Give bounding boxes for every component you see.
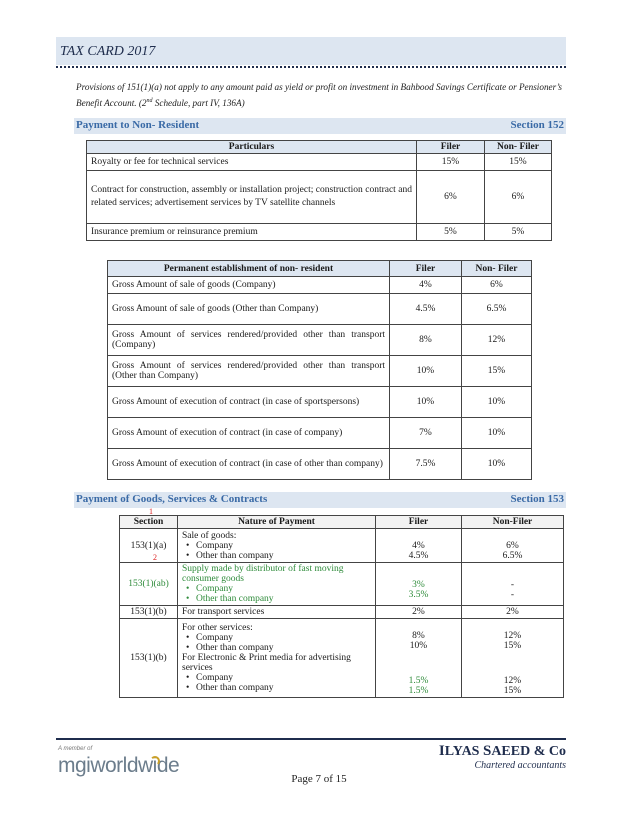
mgi-logo: mgiworldwide bbox=[58, 754, 180, 777]
section-153-number: Section 153 bbox=[510, 493, 564, 505]
non-resident-table bbox=[86, 140, 552, 241]
cell: Contract for construction, assembly or installation project; construction contract and related services; advertisement services by TV satellite channels bbox=[87, 171, 417, 224]
cell: Insurance premium or reinsurance premium bbox=[87, 224, 417, 241]
nonfiler-cell: 2% bbox=[462, 606, 564, 619]
cell: 6% bbox=[462, 277, 532, 294]
table-row bbox=[120, 563, 564, 606]
rate-value: 1.5% bbox=[408, 686, 429, 696]
firm-name: ILYAS SAEED & Co bbox=[438, 743, 566, 759]
firm-subtitle: Chartered accountants bbox=[474, 760, 566, 771]
nature-title: For other services: bbox=[182, 623, 253, 633]
section-153-title: Payment of Goods, Services & Contracts bbox=[76, 493, 268, 505]
nature-cell bbox=[178, 529, 376, 563]
provisions-note: Provisions of 151(1)(a) not apply to any amount paid as yield or profit on investment in Bahbood Savings Certificate or Pensioner’s Benefit Account. (2nd Schedule, part IV, 136A) bbox=[76, 82, 562, 109]
column-header: Non-Filer bbox=[462, 516, 564, 529]
nonfiler-cell bbox=[462, 529, 564, 563]
cell: Gross Amount of execution of contract (in case of other than company) bbox=[108, 449, 390, 480]
page-number: Page 7 of 15 bbox=[291, 773, 347, 785]
rate-value: 15% bbox=[503, 686, 522, 696]
nature-cell: For transport services bbox=[178, 606, 376, 619]
filer-cell bbox=[376, 619, 462, 698]
filer-cell bbox=[376, 529, 462, 563]
cell: Royalty or fee for technical services bbox=[87, 154, 417, 171]
rate-value: 12% bbox=[503, 631, 522, 641]
table-row bbox=[120, 619, 564, 698]
section-152-number: Section 152 bbox=[510, 119, 564, 131]
cell: 4.5% bbox=[390, 294, 462, 325]
cell: 15% bbox=[485, 154, 552, 171]
table-row bbox=[108, 356, 532, 387]
cell: 5% bbox=[417, 224, 485, 241]
column-header: Non- Filer bbox=[485, 141, 552, 154]
section-cell: 153(1)(b) bbox=[120, 606, 178, 619]
list-item: • Other than company bbox=[182, 683, 371, 693]
rate-value: 3% bbox=[412, 579, 425, 590]
column-header: Particulars bbox=[87, 141, 417, 154]
column-header: Nature of Payment bbox=[178, 516, 376, 529]
rate-value: 15% bbox=[503, 641, 522, 651]
table-header-row bbox=[120, 516, 564, 529]
cell: 12% bbox=[462, 325, 532, 356]
rate-value: 4% bbox=[412, 541, 425, 551]
table-header-row bbox=[108, 261, 532, 277]
cell: Gross Amount of execution of contract (in case of company) bbox=[108, 418, 390, 449]
table-row bbox=[108, 418, 532, 449]
nonfiler-cell bbox=[462, 619, 564, 698]
table-row bbox=[108, 449, 532, 480]
rate-value: 4.5% bbox=[408, 551, 429, 561]
list-item: • Other than company bbox=[182, 551, 371, 561]
rate-value: - bbox=[510, 589, 515, 600]
table-row bbox=[108, 325, 532, 356]
column-header: Section bbox=[120, 516, 178, 529]
list-item: • Other than company bbox=[182, 594, 371, 604]
nature-title: For Electronic & Print media for advertising services bbox=[182, 653, 351, 673]
column-header: Filer bbox=[390, 261, 462, 277]
list-item: • Other than company bbox=[182, 643, 371, 653]
list-item: • Company bbox=[182, 633, 371, 643]
rate-value: 10% bbox=[409, 641, 428, 651]
table-row bbox=[108, 294, 532, 325]
rate-value: 3.5% bbox=[408, 589, 429, 600]
list-item: • Company bbox=[182, 584, 371, 594]
table-row bbox=[120, 529, 564, 563]
cell: 5% bbox=[485, 224, 552, 241]
nature-title: Sale of goods: bbox=[182, 530, 237, 541]
table-row bbox=[87, 171, 552, 224]
permanent-establishment-table bbox=[107, 260, 532, 480]
table-row bbox=[120, 606, 564, 619]
cell: 10% bbox=[462, 449, 532, 480]
cell: 10% bbox=[390, 387, 462, 418]
rate-value: 6.5% bbox=[502, 551, 523, 561]
table-row bbox=[87, 224, 552, 241]
cell: Gross Amount of services rendered/provided other than transport (Company) bbox=[108, 325, 390, 356]
cell: Gross Amount of services rendered/provided other than transport (Other than Company) bbox=[108, 356, 390, 387]
cell: 15% bbox=[462, 356, 532, 387]
cell: 6.5% bbox=[462, 294, 532, 325]
column-header: Filer bbox=[417, 141, 485, 154]
section-cell: 153(1)(a) bbox=[120, 529, 178, 563]
dotted-divider bbox=[56, 66, 566, 68]
rate-value: 8% bbox=[412, 631, 425, 641]
list-item: • Company bbox=[182, 673, 371, 683]
cell: Gross Amount of sale of goods (Other than Company) bbox=[108, 294, 390, 325]
member-text: A member of bbox=[58, 746, 93, 752]
section-cell: 153(1)(b) bbox=[120, 619, 178, 698]
nature-cell bbox=[178, 563, 376, 606]
nature-cell bbox=[178, 619, 376, 698]
cell: 6% bbox=[417, 171, 485, 224]
rate-value: - bbox=[510, 579, 515, 590]
logo-swoosh-icon bbox=[150, 756, 160, 766]
filer-cell bbox=[376, 563, 462, 606]
nature-title: Supply made by distributor of fast moving consumer goods bbox=[182, 564, 344, 584]
cell: 10% bbox=[462, 387, 532, 418]
column-header: Permanent establishment of non- resident bbox=[108, 261, 390, 277]
table-row bbox=[87, 154, 552, 171]
cell: 6% bbox=[485, 171, 552, 224]
rate-value: 6% bbox=[506, 541, 519, 551]
cell: 7.5% bbox=[390, 449, 462, 480]
cell: 7% bbox=[390, 418, 462, 449]
cell: Gross Amount of execution of contract (in case of sportspersons) bbox=[108, 387, 390, 418]
cell: 4% bbox=[390, 277, 462, 294]
filer-cell: 2% bbox=[376, 606, 462, 619]
table-row bbox=[108, 277, 532, 294]
column-header: Non- Filer bbox=[462, 261, 532, 277]
rate-value: 1.5% bbox=[408, 676, 429, 686]
list-item: • Company bbox=[182, 541, 371, 551]
section-cell: 153(1)(ab) bbox=[120, 563, 178, 606]
nonfiler-cell bbox=[462, 563, 564, 606]
table-row bbox=[108, 387, 532, 418]
cell: 10% bbox=[462, 418, 532, 449]
table-header-row bbox=[87, 141, 552, 154]
cell: 10% bbox=[390, 356, 462, 387]
cell: 8% bbox=[390, 325, 462, 356]
rate-value: 12% bbox=[503, 676, 522, 686]
cell: Gross Amount of sale of goods (Company) bbox=[108, 277, 390, 294]
section-152-title: Payment to Non- Resident bbox=[76, 119, 200, 131]
goods-services-table bbox=[119, 515, 564, 698]
cell: 15% bbox=[417, 154, 485, 171]
page-title: TAX CARD 2017 bbox=[60, 44, 156, 59]
column-header: Filer bbox=[376, 516, 462, 529]
footer-divider bbox=[56, 738, 566, 740]
annotation-mark-2: 2 bbox=[153, 553, 157, 562]
annotation-mark-1: 1 bbox=[149, 507, 153, 516]
